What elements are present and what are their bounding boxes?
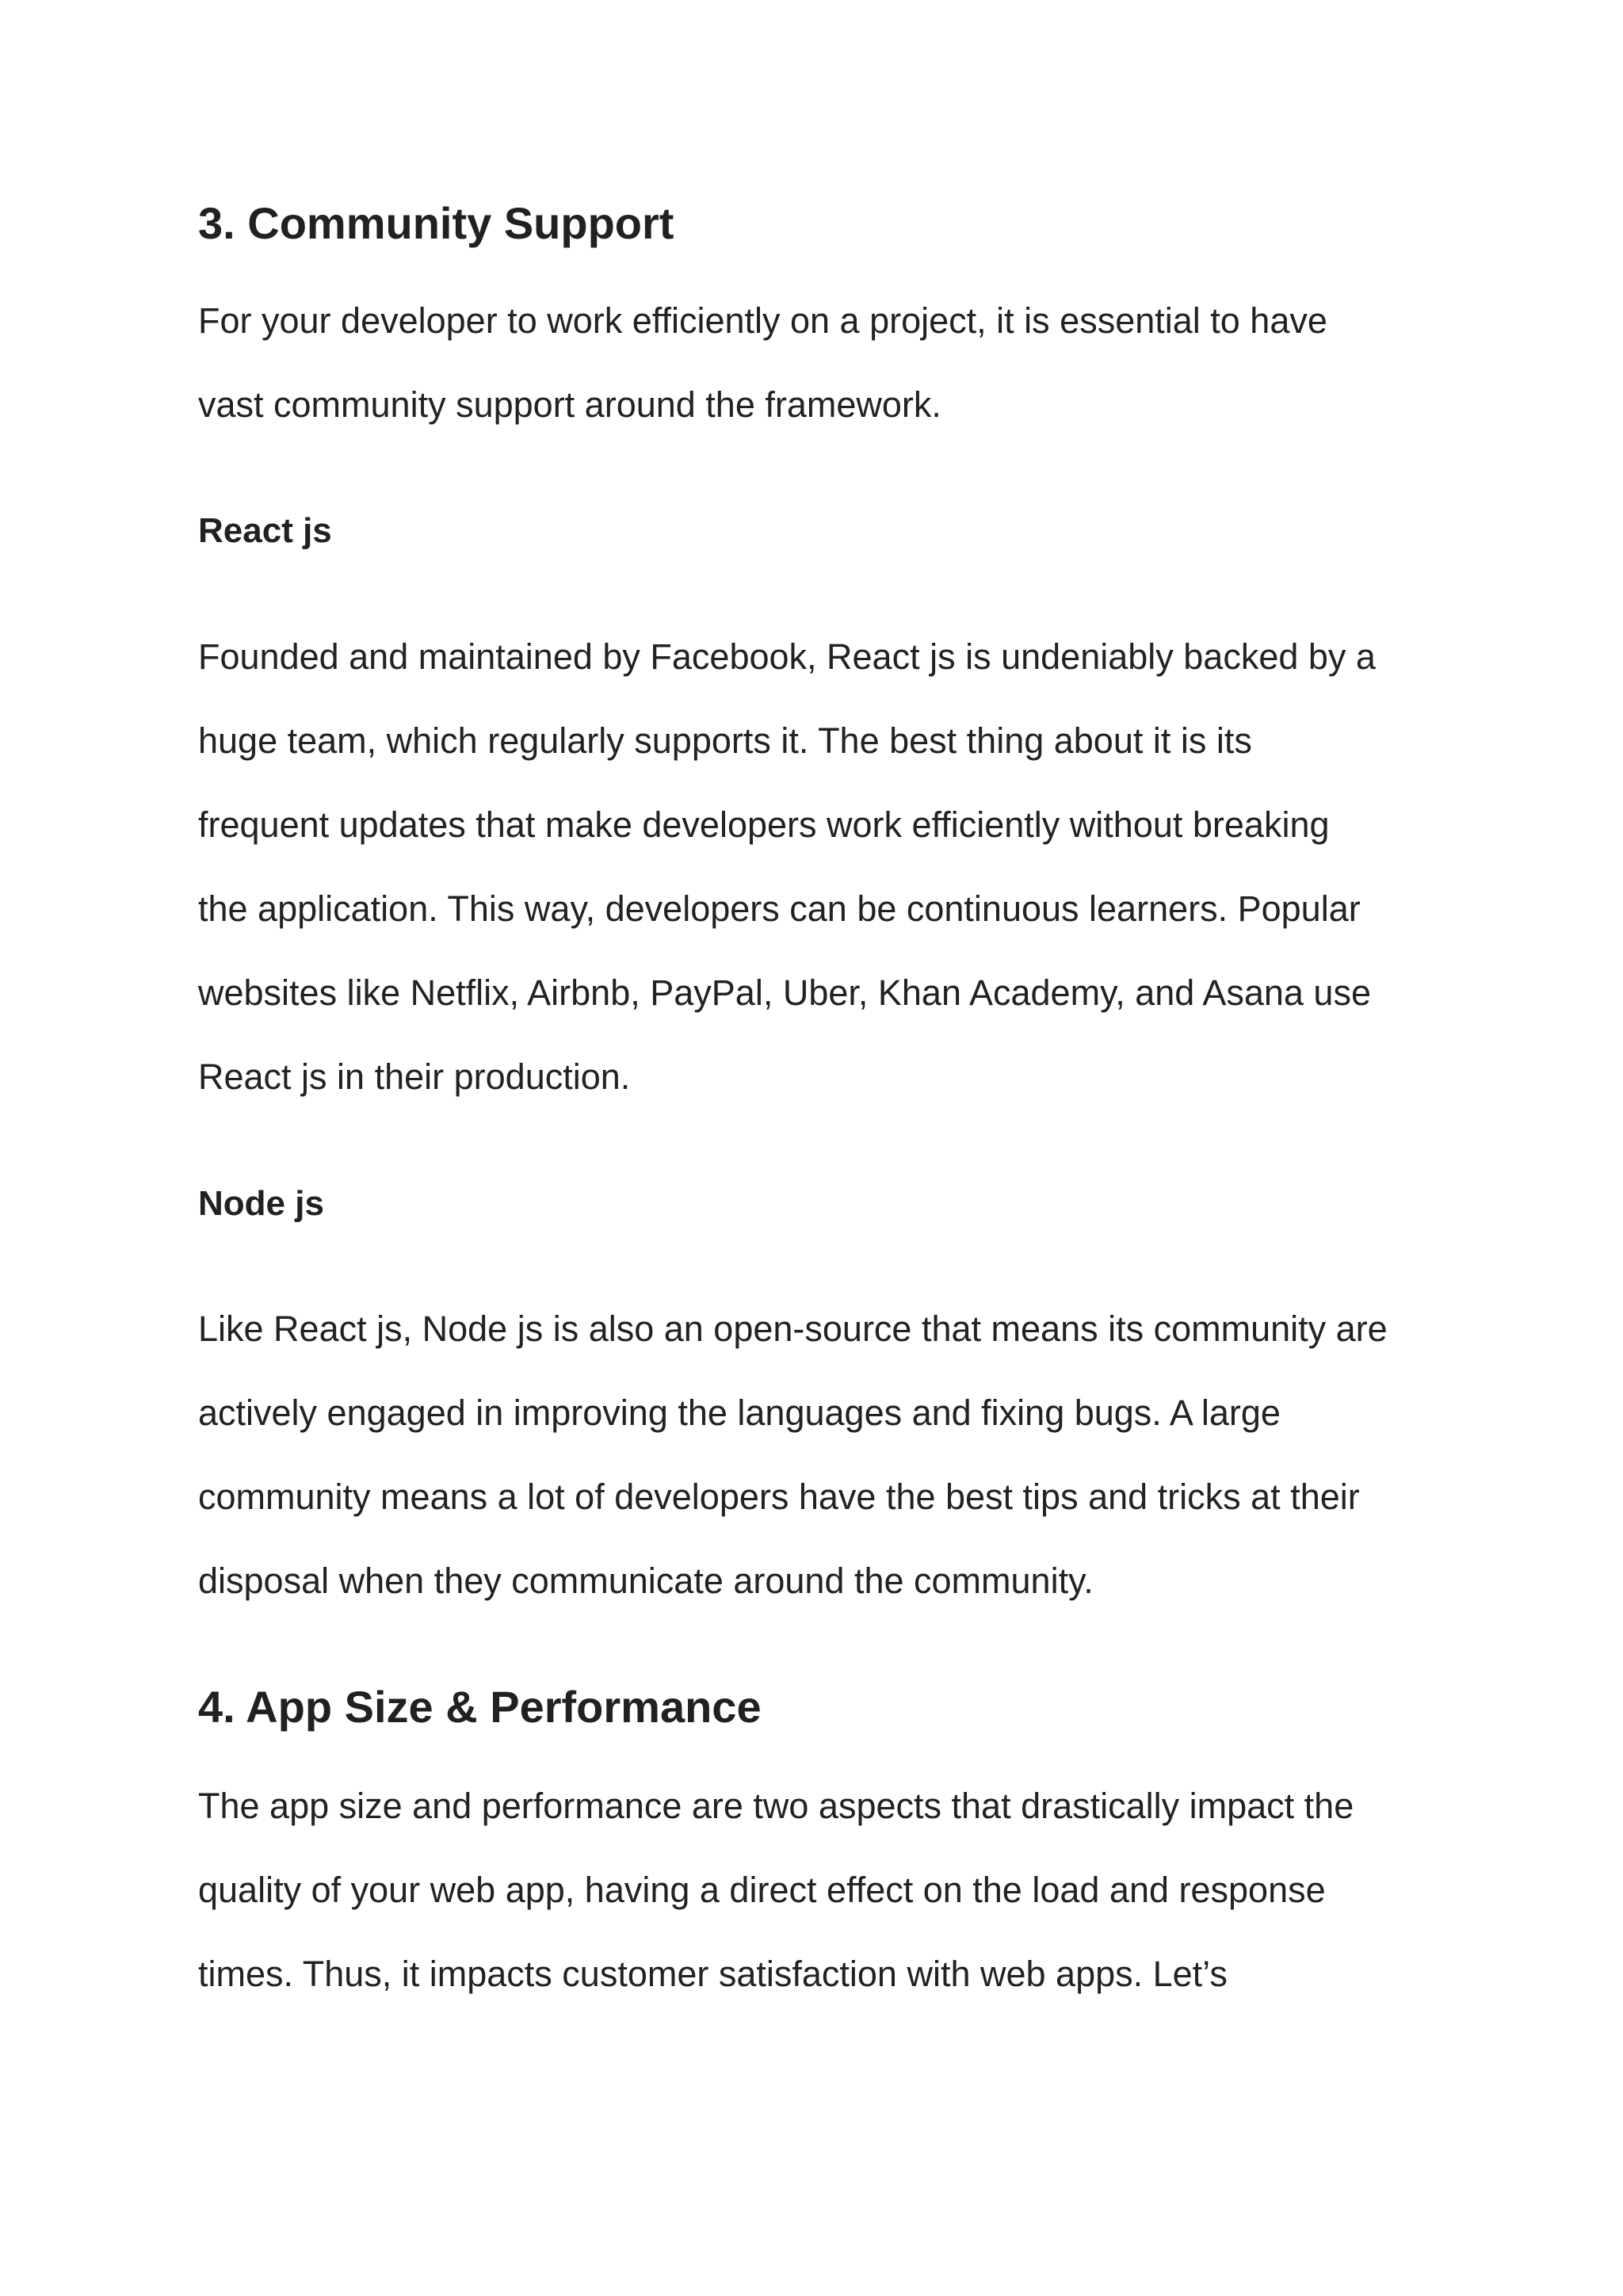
text-line: the application. This way, developers can be continuous learners. Popular (198, 888, 1361, 929)
text-line: Founded and maintained by Facebook, React js is undeniably backed by a (198, 636, 1376, 677)
text-line: Like React js, Node js is also an open-source that means its community are (198, 1308, 1388, 1349)
text-line: huge team, which regularly supports it. The best thing about it is its (198, 720, 1252, 761)
text-line: The app size and performance are two aspects that drastically impact the (198, 1786, 1354, 1826)
text-line: actively engaged in improving the languages and fixing bugs. A large (198, 1392, 1281, 1433)
text-line: times. Thus, it impacts customer satisfaction with web apps. Let’s (198, 1954, 1228, 1994)
subheading-node-js: Node js (198, 1184, 324, 1223)
text-line: React js in their production. (198, 1056, 631, 1097)
text-line: websites like Netflix, Airbnb, PayPal, Uber, Khan Academy, and Asana use (198, 972, 1371, 1013)
app-size-performance-intro (198, 1764, 1466, 2016)
text-line: community means a lot of developers have the best tips and tricks at their (198, 1477, 1360, 1517)
subheading-react-js: React js (198, 511, 332, 550)
text-line: disposal when they communicate around the community. (198, 1561, 1094, 1601)
text-line: quality of your web app, having a direct effect on the load and response (198, 1870, 1326, 1910)
community-support-intro (198, 279, 1466, 447)
node-js-paragraph (198, 1287, 1466, 1623)
text-line: vast community support around the framework. (198, 384, 941, 425)
section-heading-app-size-performance: 4. App Size & Performance (198, 1682, 762, 1732)
section-heading-community-support: 3. Community Support (198, 198, 674, 248)
text-line: frequent updates that make developers work efficiently without breaking (198, 804, 1330, 845)
react-js-paragraph (198, 615, 1466, 1119)
text-line: For your developer to work efficiently on a project, it is essential to have (198, 300, 1327, 341)
